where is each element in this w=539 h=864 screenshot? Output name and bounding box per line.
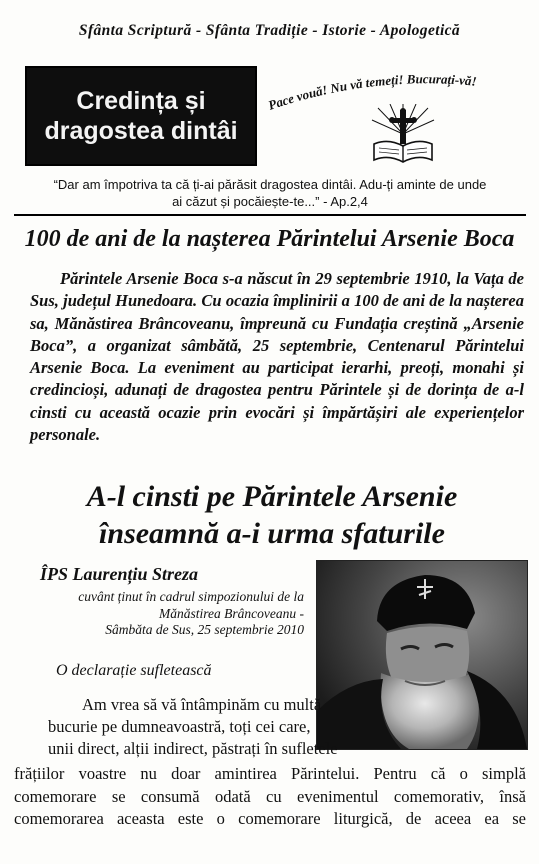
article-lead-paragraph: Părintele Arsenie Boca s-a născut în 29 septembrie 1910, la Vața de Sus, județul Hunedoara. Cu ocazia împlinirii a 100 de ani de la nașterea sa, Mănăstirea Brâncoveanu, împreună cu Fundația creștină „Arsenie Boca”, a organizat sâmbătă, 25 septembrie, Centenarul Părintelui Arsenie Boca. La eveniment au participat ierarhi, preoți, monahi și credincioși, adunați de dragostea pentru Părintele și de dorința de a-l cinsti cu această ocazie prin evocări și împărtășiri ale experiențelor personale. (30, 269, 524, 445)
body-line-1: Am vrea să vă întâmpinăm cu multă (82, 695, 322, 714)
body-line-5: comemorare se consumă odată cu evenimentul comemorativ, însă (14, 786, 526, 806)
body-line-2: bucurie pe dumneavoastră, toți cei care, (48, 717, 311, 736)
priest-portrait-photo (316, 560, 528, 750)
header-divider (14, 214, 526, 216)
author-desc-line-1: cuvânt ținut în cadrul simpozionului de la (78, 589, 304, 604)
publication-tagline: Sfânta Scriptură - Sfânta Tradiție - Istorie - Apologetică (78, 22, 461, 39)
headline-line-1: A-l cinsti pe Părintele Arsenie (86, 480, 458, 513)
svg-text:Pace vouă! Nu vă temeți! Bucur: Pace vouă! Nu vă temeți! Bucurați-vă! (266, 71, 478, 113)
cross-book-emblem-icon (368, 104, 438, 166)
author-desc-line-3: Sâmbăta de Sus, 25 septembrie 2010 (105, 622, 304, 637)
author-description (20, 589, 304, 639)
article-headline: 100 de ani de la nașterea Părintelui Arsenie Boca (24, 226, 515, 252)
author-desc-line-2: Mănăstirea Brâncoveanu - (159, 605, 304, 621)
section-subheading: O declarație sufletească (56, 662, 212, 679)
publication-title (25, 66, 257, 166)
article-2-headline (22, 478, 522, 552)
title-line-1: Credința și (76, 87, 206, 115)
title-line-2: dragostea dintâi (44, 117, 238, 145)
motto-line-1: “Dar am împotriva ta că ți-ai părăsit dragostea dintâi. Adu-ți aminte de unde (53, 177, 487, 192)
body-line-3: unii direct, alții indirect, păstrați în sufletele (48, 739, 338, 758)
body-line-4: frățiilor voastre nu doar amintirea Părintelui. Pentru că o simplă (14, 764, 526, 783)
article-body (14, 763, 526, 831)
scripture-motto (14, 176, 526, 210)
headline-line-2: înseamnă a-i urma sfaturile (99, 517, 445, 550)
body-line-6: comemorarea aceasta este o comemorare liturgică, de aceea ea se (14, 809, 526, 829)
motto-line-2: ai căzut și pocăiește-te...” - Ap.2,4 (172, 194, 368, 209)
author-name: ÎPS Laurențiu Streza (40, 564, 199, 584)
